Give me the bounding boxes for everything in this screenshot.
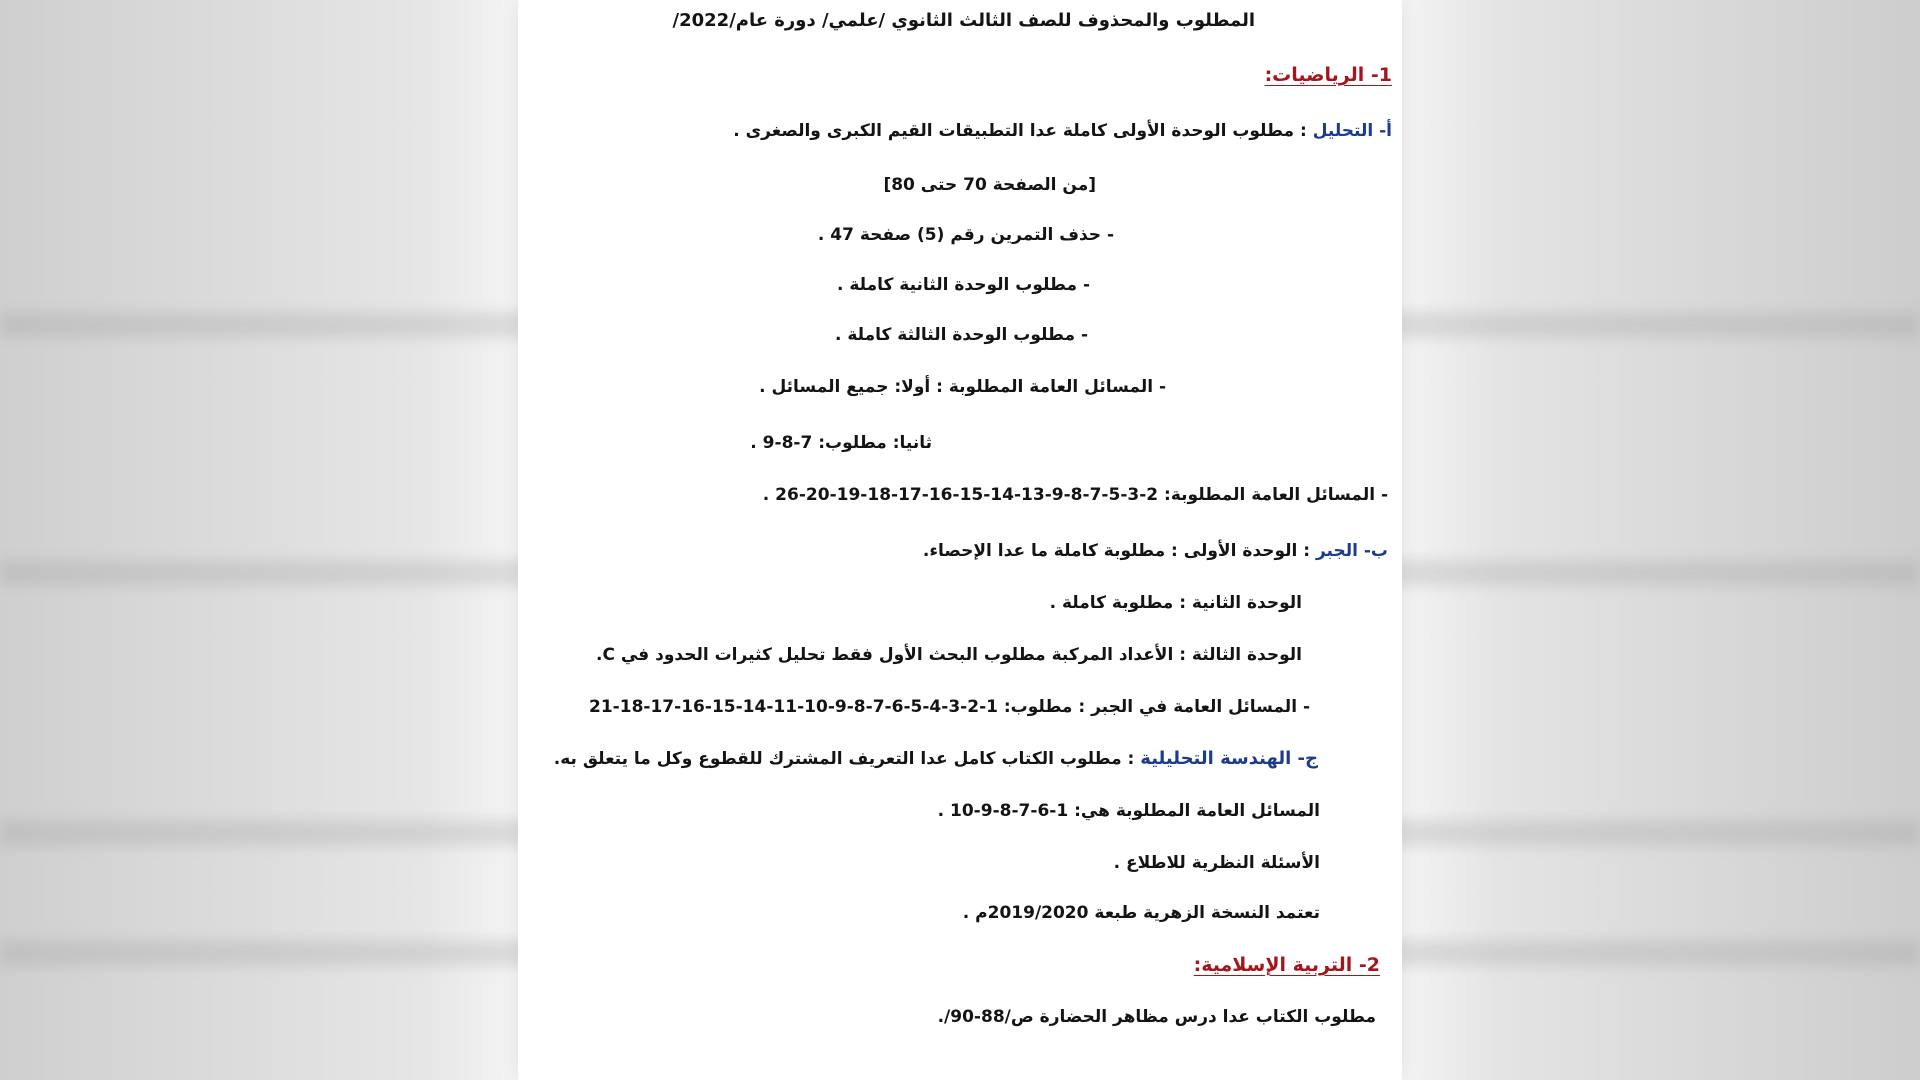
- algebra-line: [923, 540, 1388, 562]
- unit3-required: - مطلوب الوحدة الثالثة كاملة .: [834, 325, 1088, 345]
- analysis-text: : مطلوب الوحدة الأولى كاملة عدا التطبيقات القيم الكبرى والصغرى .: [733, 121, 1307, 141]
- document-page: [518, 0, 1402, 1080]
- general-problems-1: - المسائل العامة المطلوبة : أولا: جميع المسائل .: [759, 377, 1166, 397]
- unit2-required: - مطلوب الوحدة الثانية كاملة .: [836, 275, 1090, 295]
- analysis-label: أ- التحليل: [1312, 121, 1392, 141]
- geometry-general-problems: المسائل العامة المطلوبة هي: 1-6-7-8-9-10 .: [937, 801, 1320, 821]
- algebra-text: : الوحدة الأولى : مطلوبة كاملة ما عدا الإحصاء.: [922, 541, 1311, 561]
- islamic-heading: 2- التربية الإسلامية:: [1193, 954, 1380, 976]
- theory-questions: الأسئلة النظرية للاطلاع .: [1113, 853, 1320, 873]
- analysis-line: [733, 120, 1392, 142]
- math-heading: 1- الرياضيات:: [1264, 64, 1392, 86]
- general-problems-3: - المسائل العامة المطلوبة: 2-3-5-7-8-9-13-14-15-16-17-18-19-20-26 .: [762, 485, 1388, 505]
- algebra-general-problems: - المسائل العامة في الجبر : مطلوب: 1-2-3-4-5-6-7-8-9-10-11-14-15-16-17-18-21: [589, 697, 1310, 717]
- edition-note: تعتمد النسخة الزهرية طبعة 2019/2020م .: [962, 903, 1320, 923]
- islamic-text: مطلوب الكتاب عدا درس مظاهر الحضارة ص/88-90/.: [937, 1007, 1376, 1027]
- algebra-label: ب- الجبر: [1315, 541, 1388, 561]
- document-title: المطلوب والمحذوف للصف الثالث الثانوي /علمي/ دورة عام/2022/: [672, 10, 1255, 31]
- algebra-unit2: الوحدة الثانية : مطلوبة كاملة .: [1049, 593, 1302, 613]
- geometry-text: : مطلوب الكتاب كامل عدا التعريف المشترك للقطوع وكل ما يتعلق به.: [553, 749, 1135, 769]
- geometry-label: ج- الهندسة التحليلية: [1140, 748, 1318, 769]
- algebra-unit3: الوحدة الثالثة : الأعداد المركبة مطلوب البحث الأول فقط تحليل كثيرات الحدود في C.: [595, 645, 1302, 665]
- delete-exercise: - حذف التمرين رقم (5) صفحة 47 .: [817, 225, 1114, 245]
- analysis-pages: [من الصفحة 70 حتى 80]: [883, 175, 1096, 195]
- general-problems-2: ثانيا: مطلوب: 7-8-9 .: [750, 433, 932, 453]
- geometry-line: [554, 748, 1318, 770]
